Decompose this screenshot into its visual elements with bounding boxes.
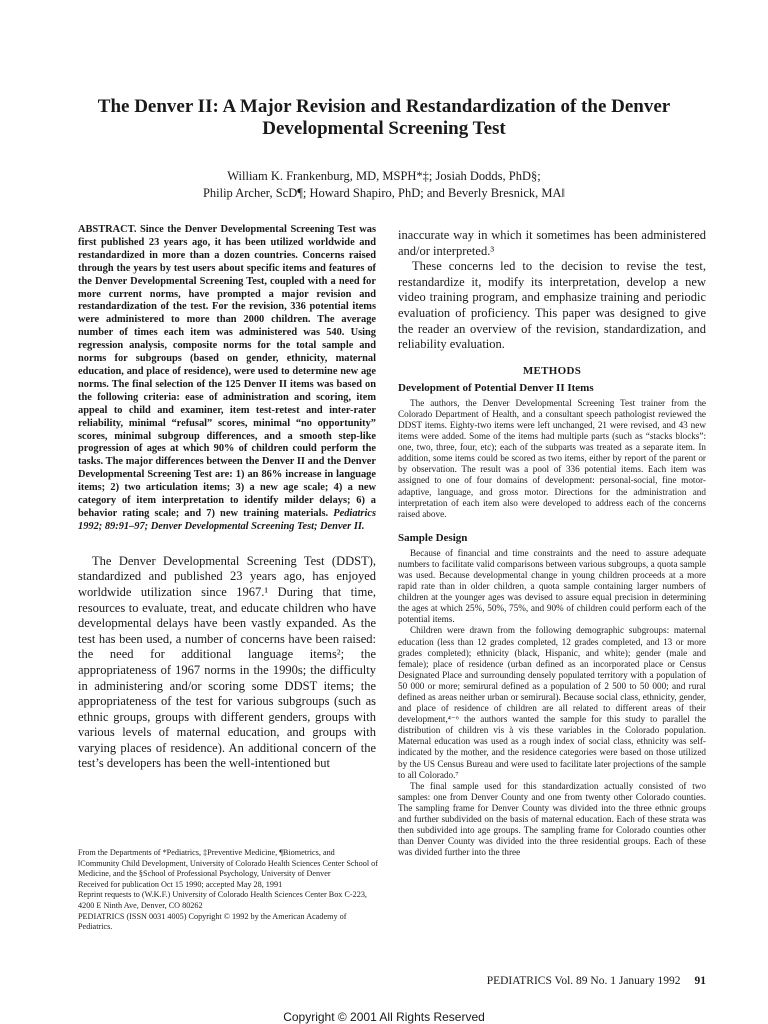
sample-design-heading: Sample Design bbox=[398, 531, 468, 544]
footnote-reprints: Reprint requests to (W.K.F.) University of Colorado Health Sciences Center Box C-223, 4200 E Ninth Ave, Denver, CO 80262 bbox=[78, 890, 367, 910]
intro-continued: inaccurate way in which it sometimes has been administered and/or interpreted.³ bbox=[398, 228, 706, 258]
page-number: 91 bbox=[694, 975, 706, 987]
journal-citation: PEDIATRICS Vol. 89 No. 1 January 1992 bbox=[486, 975, 681, 987]
footnote-received: Received for publication Oct 15 1990; accepted May 28, 1991 bbox=[78, 879, 283, 889]
footnote-issn: PEDIATRICS (ISSN 0031 4005) Copyright © 1992 by the American Academy of Pediatrics. bbox=[78, 911, 347, 932]
right-column bbox=[398, 228, 706, 858]
footnote-affiliations: From the Departments of *Pediatrics, ‡Preventive Medicine, ¶Biometrics, and ‖Community Child Development, University of Colorado Health Sciences Center School of Medicine, and the §School of Professional Psychology, University of Denver bbox=[78, 848, 378, 879]
intro-paragraph-2: These concerns led to the decision to revise the test, restandardize it, modify its interpretation, develop a new video training program, and emphasize training and periodic evaluation of proficiency. This paper was designed to give the reader an overview of the revision, standardization, and reliability evaluation. bbox=[398, 259, 706, 352]
sample-design-paragraph-3: The final sample used for this standardization actually consisted of two samples: one from Denver County and one from twenty other Colorado counties. The sampling frame for Denver County was divided into the three ethnic groups and further subdivided on the basis of maternal education. Each of these strata was then subdivided into age groups. The sampling frame for Colorado counties other than Denver County was divided into the three residential groups. Each of these was divided further into the three bbox=[398, 780, 706, 858]
sample-design-paragraph-1: Because of financial and time constraints and the need to assure adequate numbers to facilitate valid comparisons between various subgroups, a quota sample was used. Because developmental change in young children proceeds at a more rapid rate than in older children, a quota sample containing larger numbers of children at the younger ages was devised to assure equal precision in determining the ages at which 25%, 50%, 75%, and 90% of children could perform each of the potential items. bbox=[398, 547, 706, 625]
copyright-notice: Copyright © 2001 All Rights Reserved bbox=[283, 1010, 485, 1024]
item-development-paragraph: The authors, the Denver Developmental Screening Test trainer from the Colorado Department of Health, and a consultant speech pathologist reviewed the DDST items. Eighty-two items were left unchanged, 21 were revised, and 43 new items were added. Some of the items had multiple parts (such as “stacks blocks”: one, two, three, four, etc); each of the subparts was treated as a separate item. In addition, some items could be scored as two items, either by report of the parent or by observation. The result was a pool of 336 potential items. Each item was assigned to one of four domains of development: personal-social, fine motor-adaptive, language, and gross motor. Directions for the administration and interpretation of each item also were developed to address each of the concerns raised above. bbox=[398, 397, 706, 519]
methods-heading: METHODS bbox=[522, 364, 582, 377]
authors-line-2: Philip Archer, ScD¶; Howard Shapiro, PhD; and Beverly Bresnick, MA‖ bbox=[202, 186, 566, 200]
footnotes bbox=[78, 848, 378, 933]
abstract-citation: Pediatrics 1992; 89:91–97; bbox=[78, 507, 376, 532]
author-list bbox=[60, 168, 708, 202]
abstract-body: ABSTRACT. Since the Denver Developmental Screening Test was first published 23 years ago, it has been utilized worldwide and restandardized in more than a dozen countries. Concerns raised through the years by test users about specific items and features of the Denver Developmental Screening Test, coupled with a need for more current norms, have prompted a major revision and restandardization of the test. For the revision, 336 potential items were administered to more than 2000 children. The average number of times each item was administered was 540. Using regression analysis, composite norms for the total sample and norms for subgroups (based on gender, ethnicity, maternal education, and place of residence), were used to determine new age norms. The final selection of the 125 Denver II items was based on the following criteria: ease of administration and scoring, item appeal to child and examiner, item test-retest and inter-rater reliability, minimal “refusal” scores, minimal “no opportunity” scores, minimal subgroup differences, and a smooth step-like progression of ages at which 90% of children could perform the tasks. The major differences between the Denver II and the Denver Developmental Screening Test are: 1) an 86% increase in language items; 2) two articulation items; 3) a new age scale; 4) a new category of item interpretation to identify milder delays; 6) a behavior rating scale; and 7) new training materials. bbox=[78, 224, 376, 519]
sample-design-paragraph-2: Children were drawn from the following demographic subgroups: maternal education (less than 12 grades completed, 12 grades completed, and 13 or more grades completed); ethnicity (black, Hispanic, and white); gender (male and female); place of residence (urban defined as an incorporated place or Census Designated Place and surrounding densely populated territory with a population of 50 000 or more; semirural defined as a population of 2 500 to 50 000; and rural defined as areas neither urban or semirural). Because social class, ethnicity, gender, and place of residence of children are all related to different areas of their development,⁴⁻⁶ the authors wanted the sample for this study to parallel the distribution of children vis à vis these variables in the Colorado population. Maternal education was used as a rough index of social class, ethnicity was self-indicated by the mother, and the residence categories were based on those utilized by the US Census Bureau and were used to facilitate later projections of the sample to all Colorado.⁷ bbox=[398, 625, 706, 780]
authors-line-1: William K. Frankenburg, MD, MSPH*‡; Josiah Dodds, PhD§; bbox=[227, 169, 541, 183]
intro-paragraph: The Denver Developmental Screening Test (DDST), standardized and published 23 years ago, has enjoyed worldwide utilization since 1967.¹ During that time, resources to evaluate, treat, and educate children who have developmental delays have been vastly expanded. As the test has been used, a number of concerns have been raised: the need for additional language items²; the appropriateness of 1967 norms in the 1990s; the difficulty in administering and/or scoring some DDST items; the appropriateness of the test for various subgroups (such as ethnic groups, groups with different genders, groups with various levels of maternal education, and groups with varying places of residence). An additional concern of the test’s developers has been the well-intentioned but bbox=[78, 553, 376, 771]
journal-footer bbox=[487, 975, 706, 987]
left-column bbox=[78, 224, 376, 772]
item-development-heading: Development of Potential Denver II Items bbox=[398, 381, 594, 394]
article-title: The Denver II: A Major Revision and Restandardization of the Denver Developmental Screening Test bbox=[97, 96, 671, 139]
abstract-keywords: Denver Developmental Screening Test; Denver II. bbox=[150, 520, 365, 532]
abstract bbox=[78, 224, 376, 534]
